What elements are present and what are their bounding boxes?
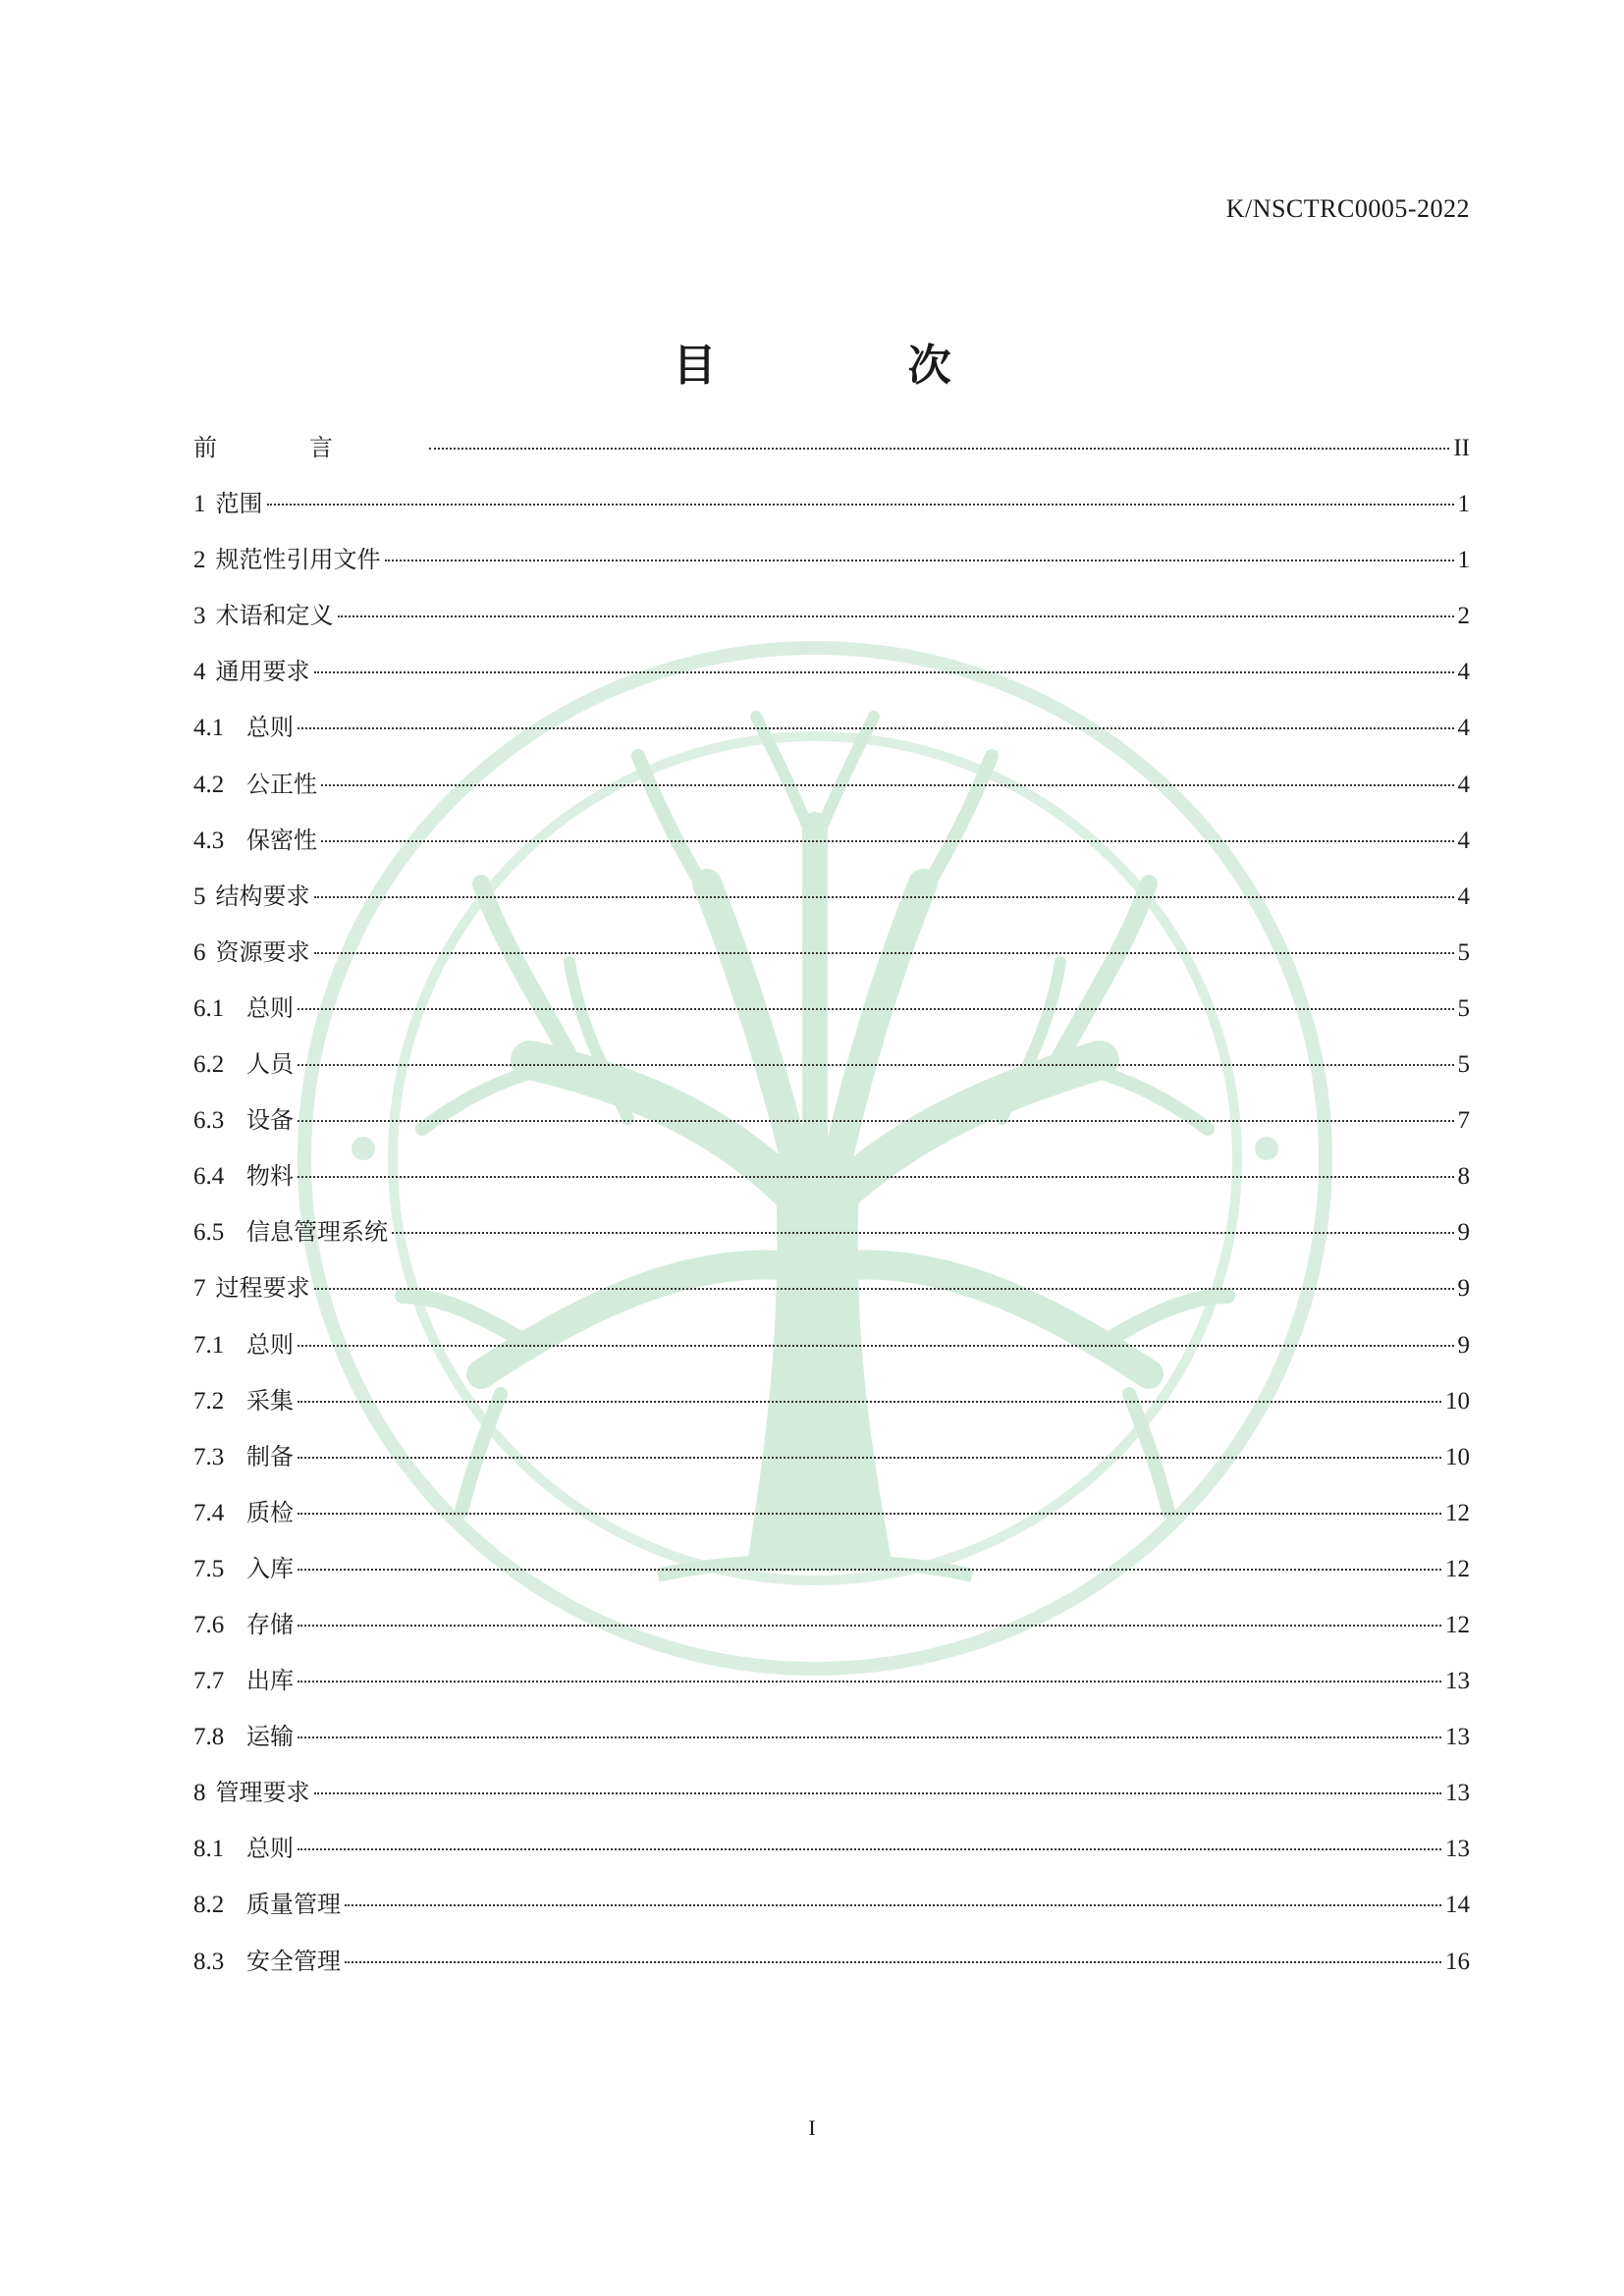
- toc-entry-page: 12: [1445, 1611, 1470, 1638]
- toc-entry[interactable]: [193, 1381, 1470, 1437]
- toc-entry-number: 3: [193, 603, 206, 630]
- toc-dot-leader: [298, 1401, 1441, 1403]
- toc-dot-leader: [314, 896, 1454, 898]
- toc-entry-label: 质量管理: [246, 1891, 341, 1919]
- toc-entry-label: 总则: [246, 1835, 294, 1863]
- toc-entry-number: 7.4: [193, 1499, 225, 1526]
- toc-dot-leader: [314, 1792, 1442, 1794]
- toc-dot-leader: [338, 615, 1454, 617]
- toc-dot-leader: [429, 448, 1449, 450]
- toc-entry-number: 6.1: [193, 994, 225, 1022]
- toc-entry[interactable]: [193, 1661, 1470, 1717]
- toc-dot-leader: [298, 1064, 1454, 1066]
- toc-dot-leader: [298, 1569, 1441, 1571]
- toc-entry-page: 9: [1457, 1275, 1470, 1303]
- toc-entry[interactable]: [193, 1437, 1470, 1493]
- toc-entry-page: 4: [1457, 659, 1470, 686]
- toc-title: 目 次: [673, 341, 1040, 391]
- toc-entry[interactable]: [193, 1885, 1470, 1941]
- toc-dot-leader: [314, 1288, 1454, 1290]
- toc-dot-leader: [314, 952, 1454, 954]
- toc-entry-label: 设备: [246, 1106, 294, 1135]
- toc-entry-label: 管理要求: [215, 1779, 310, 1807]
- toc-entry-number: 7: [193, 1275, 206, 1303]
- toc-dot-leader: [321, 840, 1454, 842]
- toc-entry-page: 12: [1445, 1499, 1470, 1526]
- toc-entry-number: 4.3: [193, 827, 225, 854]
- toc-entry-page: 1: [1457, 547, 1470, 574]
- toc-entry[interactable]: [193, 765, 1470, 821]
- toc-entry-label: 范围: [215, 490, 263, 518]
- toc-dot-leader: [392, 1232, 1454, 1234]
- toc-entry[interactable]: [193, 708, 1470, 764]
- toc-entry-page: 9: [1457, 1219, 1470, 1247]
- toc-entry-page: 14: [1445, 1892, 1470, 1919]
- toc-entry[interactable]: [193, 428, 1470, 484]
- toc-entry-page: 12: [1445, 1555, 1470, 1582]
- toc-entry[interactable]: [193, 1549, 1470, 1605]
- toc-entry-label: 前言: [193, 434, 425, 461]
- toc-entry-label: 制备: [246, 1442, 294, 1470]
- toc-entry[interactable]: [193, 1212, 1470, 1268]
- toc-dot-leader: [345, 1961, 1441, 1963]
- toc-entry[interactable]: [193, 1942, 1470, 1998]
- toc-entry-number: 6.3: [193, 1107, 225, 1135]
- toc-entry-number: 6.4: [193, 1163, 225, 1191]
- toc-entry-page: 4: [1457, 827, 1470, 854]
- toc-entry-label: 总则: [246, 993, 294, 1022]
- toc-entry-number: 4.1: [193, 715, 225, 742]
- toc-entry-number: 7.8: [193, 1724, 225, 1751]
- toc-dot-leader: [385, 560, 1454, 561]
- toc-entry-label: 运输: [246, 1723, 294, 1751]
- toc-entry-page: 4: [1457, 882, 1470, 910]
- toc-dot-leader: [267, 504, 1454, 506]
- toc-entry-page: 8: [1457, 1163, 1470, 1191]
- table-of-contents: [193, 428, 1470, 1998]
- toc-entry-label: 入库: [246, 1554, 294, 1582]
- toc-entry-number: 6.5: [193, 1219, 225, 1247]
- toc-entry-number: 7.6: [193, 1611, 225, 1638]
- toc-entry-page: 7: [1457, 1107, 1470, 1135]
- toc-entry[interactable]: [193, 484, 1470, 540]
- toc-entry[interactable]: [193, 540, 1470, 596]
- toc-entry-page: 4: [1457, 715, 1470, 742]
- toc-dot-leader: [298, 1120, 1454, 1122]
- toc-entry-number: 6.2: [193, 1051, 225, 1079]
- toc-entry-page: 13: [1445, 1724, 1470, 1751]
- toc-dot-leader: [298, 727, 1454, 729]
- toc-entry-number: 7.1: [193, 1331, 225, 1359]
- toc-entry-page: II: [1453, 435, 1470, 461]
- toc-entry-label: 通用要求: [215, 658, 310, 686]
- toc-entry-page: 9: [1457, 1331, 1470, 1359]
- toc-entry-label: 质检: [246, 1498, 294, 1526]
- toc-entry[interactable]: [193, 877, 1470, 933]
- toc-entry-number: 8.1: [193, 1836, 225, 1863]
- toc-entry-label: 存储: [246, 1610, 294, 1638]
- toc-entry-label: 信息管理系统: [246, 1218, 388, 1247]
- toc-entry[interactable]: [193, 1717, 1470, 1773]
- toc-entry-page: 13: [1445, 1780, 1470, 1807]
- toc-dot-leader: [298, 1457, 1441, 1459]
- toc-entry-label: 规范性引用文件: [215, 546, 381, 574]
- toc-entry[interactable]: [193, 933, 1470, 988]
- toc-entry-number: 7.3: [193, 1443, 225, 1470]
- toc-entry[interactable]: [193, 1156, 1470, 1212]
- toc-entry[interactable]: [193, 1325, 1470, 1381]
- toc-entry-number: 4.2: [193, 771, 225, 798]
- toc-dot-leader: [314, 671, 1454, 673]
- toc-entry-page: 10: [1445, 1443, 1470, 1470]
- toc-entry[interactable]: [193, 1605, 1470, 1661]
- toc-entry-number: 8.3: [193, 1948, 225, 1975]
- toc-entry[interactable]: [193, 821, 1470, 877]
- toc-entry-number: 7.5: [193, 1555, 225, 1582]
- toc-entry-page: 5: [1457, 994, 1470, 1022]
- toc-dot-leader: [298, 1848, 1441, 1850]
- toc-entry[interactable]: [193, 652, 1470, 708]
- page-number: I: [808, 2115, 816, 2140]
- toc-dot-leader: [298, 1345, 1454, 1347]
- toc-entry-label: 术语和定义: [215, 602, 334, 630]
- toc-dot-leader: [298, 1513, 1441, 1515]
- toc-entry[interactable]: [193, 596, 1470, 652]
- toc-entry-number: 1: [193, 491, 206, 518]
- toc-dot-leader: [345, 1904, 1441, 1906]
- toc-entry-label: 结构要求: [215, 881, 310, 910]
- toc-entry-label: 保密性: [246, 826, 317, 854]
- toc-entry-page: 1: [1457, 491, 1470, 518]
- toc-entry-number: 6: [193, 938, 206, 966]
- toc-entry-label: 人员: [246, 1050, 294, 1079]
- toc-entry-label: 采集: [246, 1386, 294, 1415]
- toc-entry-number: 2: [193, 547, 206, 574]
- toc-entry-label: 公正性: [246, 770, 317, 798]
- toc-dot-leader: [298, 1625, 1441, 1627]
- toc-dot-leader: [298, 1176, 1454, 1178]
- toc-entry[interactable]: [193, 1493, 1470, 1549]
- toc-entry-page: 13: [1445, 1668, 1470, 1695]
- toc-entry-page: 2: [1457, 603, 1470, 630]
- toc-entry-label: 出库: [246, 1667, 294, 1695]
- toc-entry[interactable]: [193, 1773, 1470, 1829]
- toc-entry-number: 8: [193, 1780, 206, 1807]
- toc-entry-label: 总则: [246, 714, 294, 742]
- toc-dot-leader: [298, 1008, 1454, 1010]
- toc-entry-number: 7.7: [193, 1668, 225, 1695]
- toc-entry[interactable]: [193, 1100, 1470, 1156]
- toc-entry[interactable]: [193, 1829, 1470, 1885]
- toc-entry-label: 过程要求: [215, 1274, 310, 1303]
- toc-entry-page: 13: [1445, 1836, 1470, 1863]
- toc-entry-label: 物料: [246, 1162, 294, 1191]
- toc-entry-number: 7.2: [193, 1387, 225, 1415]
- toc-dot-leader: [321, 784, 1454, 786]
- toc-entry-page: 4: [1457, 771, 1470, 798]
- toc-entry[interactable]: [193, 1044, 1470, 1100]
- toc-entry-number: 8.2: [193, 1892, 225, 1919]
- toc-dot-leader: [298, 1681, 1441, 1682]
- toc-entry[interactable]: [193, 988, 1470, 1044]
- toc-entry-label: 资源要求: [215, 937, 310, 966]
- toc-dot-leader: [298, 1736, 1441, 1738]
- toc-entry-number: 4: [193, 659, 206, 686]
- toc-entry-label: 总则: [246, 1330, 294, 1359]
- toc-entry-page: 16: [1445, 1948, 1470, 1975]
- toc-entry-page: 5: [1457, 938, 1470, 966]
- toc-entry[interactable]: [193, 1268, 1470, 1324]
- toc-entry-page: 5: [1457, 1051, 1470, 1079]
- toc-entry-number: 5: [193, 882, 206, 910]
- document-code: K/NSCTRC0005-2022: [1225, 194, 1470, 223]
- toc-entry-page: 10: [1445, 1387, 1470, 1415]
- toc-entry-label: 安全管理: [246, 1947, 341, 1975]
